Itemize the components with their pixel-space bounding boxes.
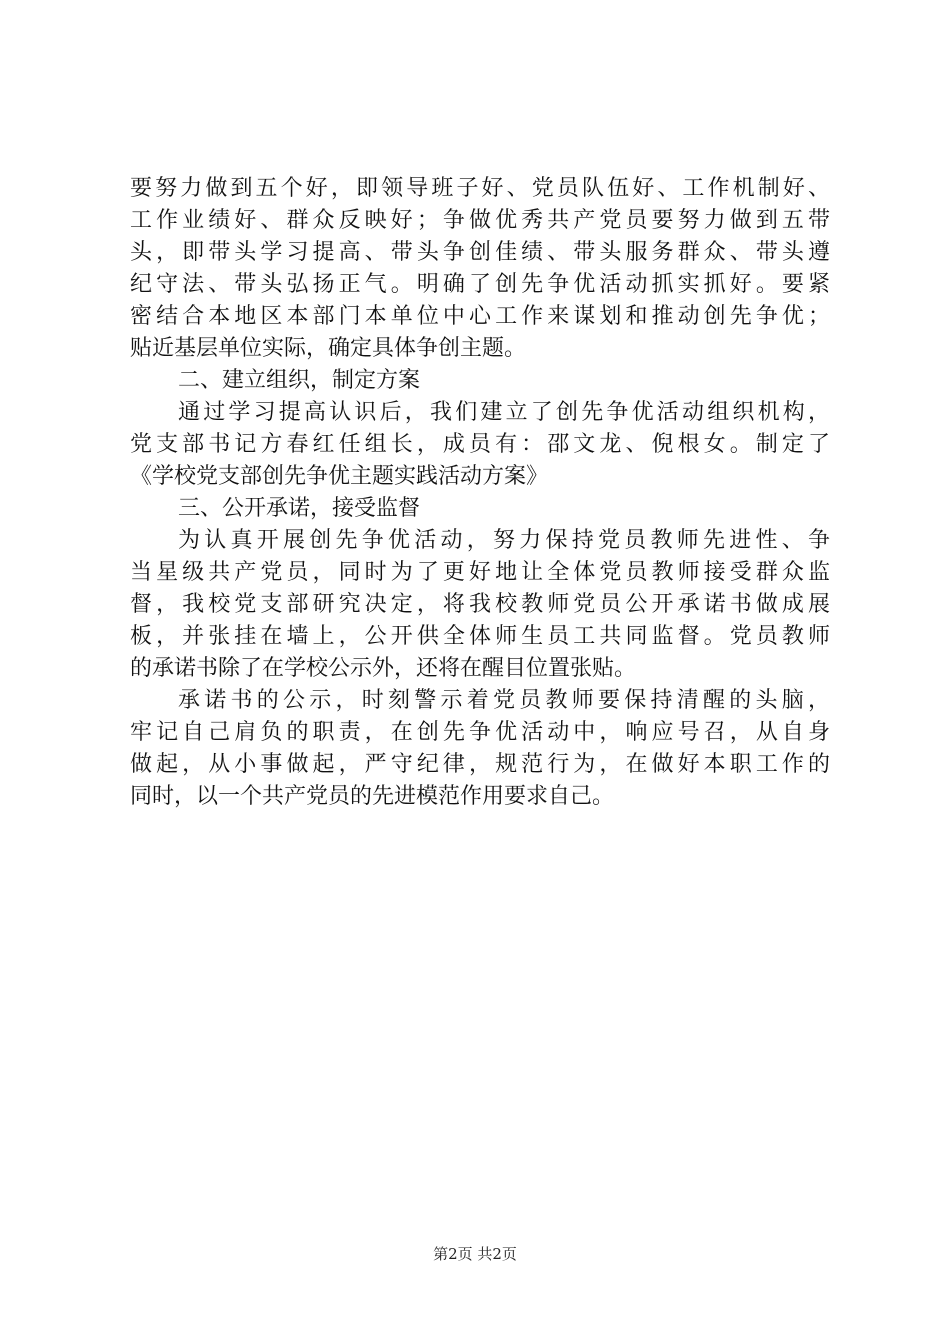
- text-line: 通过学习提高认识后，我们建立了创先争优活动组织机构，: [178, 400, 830, 425]
- text-line: 做起，从小事做起，严守纪律，规范行为，在做好本职工作的: [130, 752, 830, 777]
- page-number-footer: 第2页 共2页: [433, 1245, 517, 1263]
- text-line: 党支部书记方春红任组长，成员有：邵文龙、倪根女。制定了: [130, 432, 830, 457]
- text-line: 贴近基层单位实际，确定具体争创主题。: [130, 336, 527, 361]
- text-line: 头，即带头学习提高、带头争创佳绩、带头服务群众、带头遵: [130, 240, 830, 265]
- text-line: 承诺书的公示，时刻警示着党员教师要保持清醒的头脑，: [178, 688, 830, 713]
- text-line: 密结合本地区本部门本单位中心工作来谋划和推动创先争优；: [130, 304, 830, 329]
- text-line: 督，我校党支部研究决定，将我校教师党员公开承诺书做成展: [130, 592, 830, 617]
- text-line: 为认真开展创先争优活动，努力保持党员教师先进性、争: [178, 528, 830, 553]
- text-line: 当星级共产党员，同时为了更好地让全体党员教师接受群众监: [130, 560, 830, 585]
- section-heading: 三、公开承诺，接受监督: [178, 496, 421, 521]
- text-line: 工作业绩好、群众反映好；争做优秀共产党员要努力做到五带: [130, 208, 830, 233]
- text-line: 要努力做到五个好，即领导班子好、党员队伍好、工作机制好、: [130, 176, 830, 201]
- text-line: 《学校党支部创先争优主题实践活动方案》: [130, 464, 549, 489]
- document-body: [130, 173, 830, 813]
- text-line: 的承诺书除了在学校公示外，还将在醒目位置张贴。: [130, 656, 637, 681]
- text-line: 板，并张挂在墙上，公开供全体师生员工共同监督。党员教师: [130, 624, 830, 649]
- text-line: 牢记自己肩负的职责，在创先争优活动中，响应号召，从自身: [130, 720, 830, 745]
- text-line: 同时，以一个共产党员的先进模范作用要求自己。: [130, 784, 615, 809]
- text-line: 纪守法、带头弘扬正气。明确了创先争优活动抓实抓好。要紧: [130, 272, 830, 297]
- section-heading: 二、建立组织，制定方案: [178, 368, 421, 393]
